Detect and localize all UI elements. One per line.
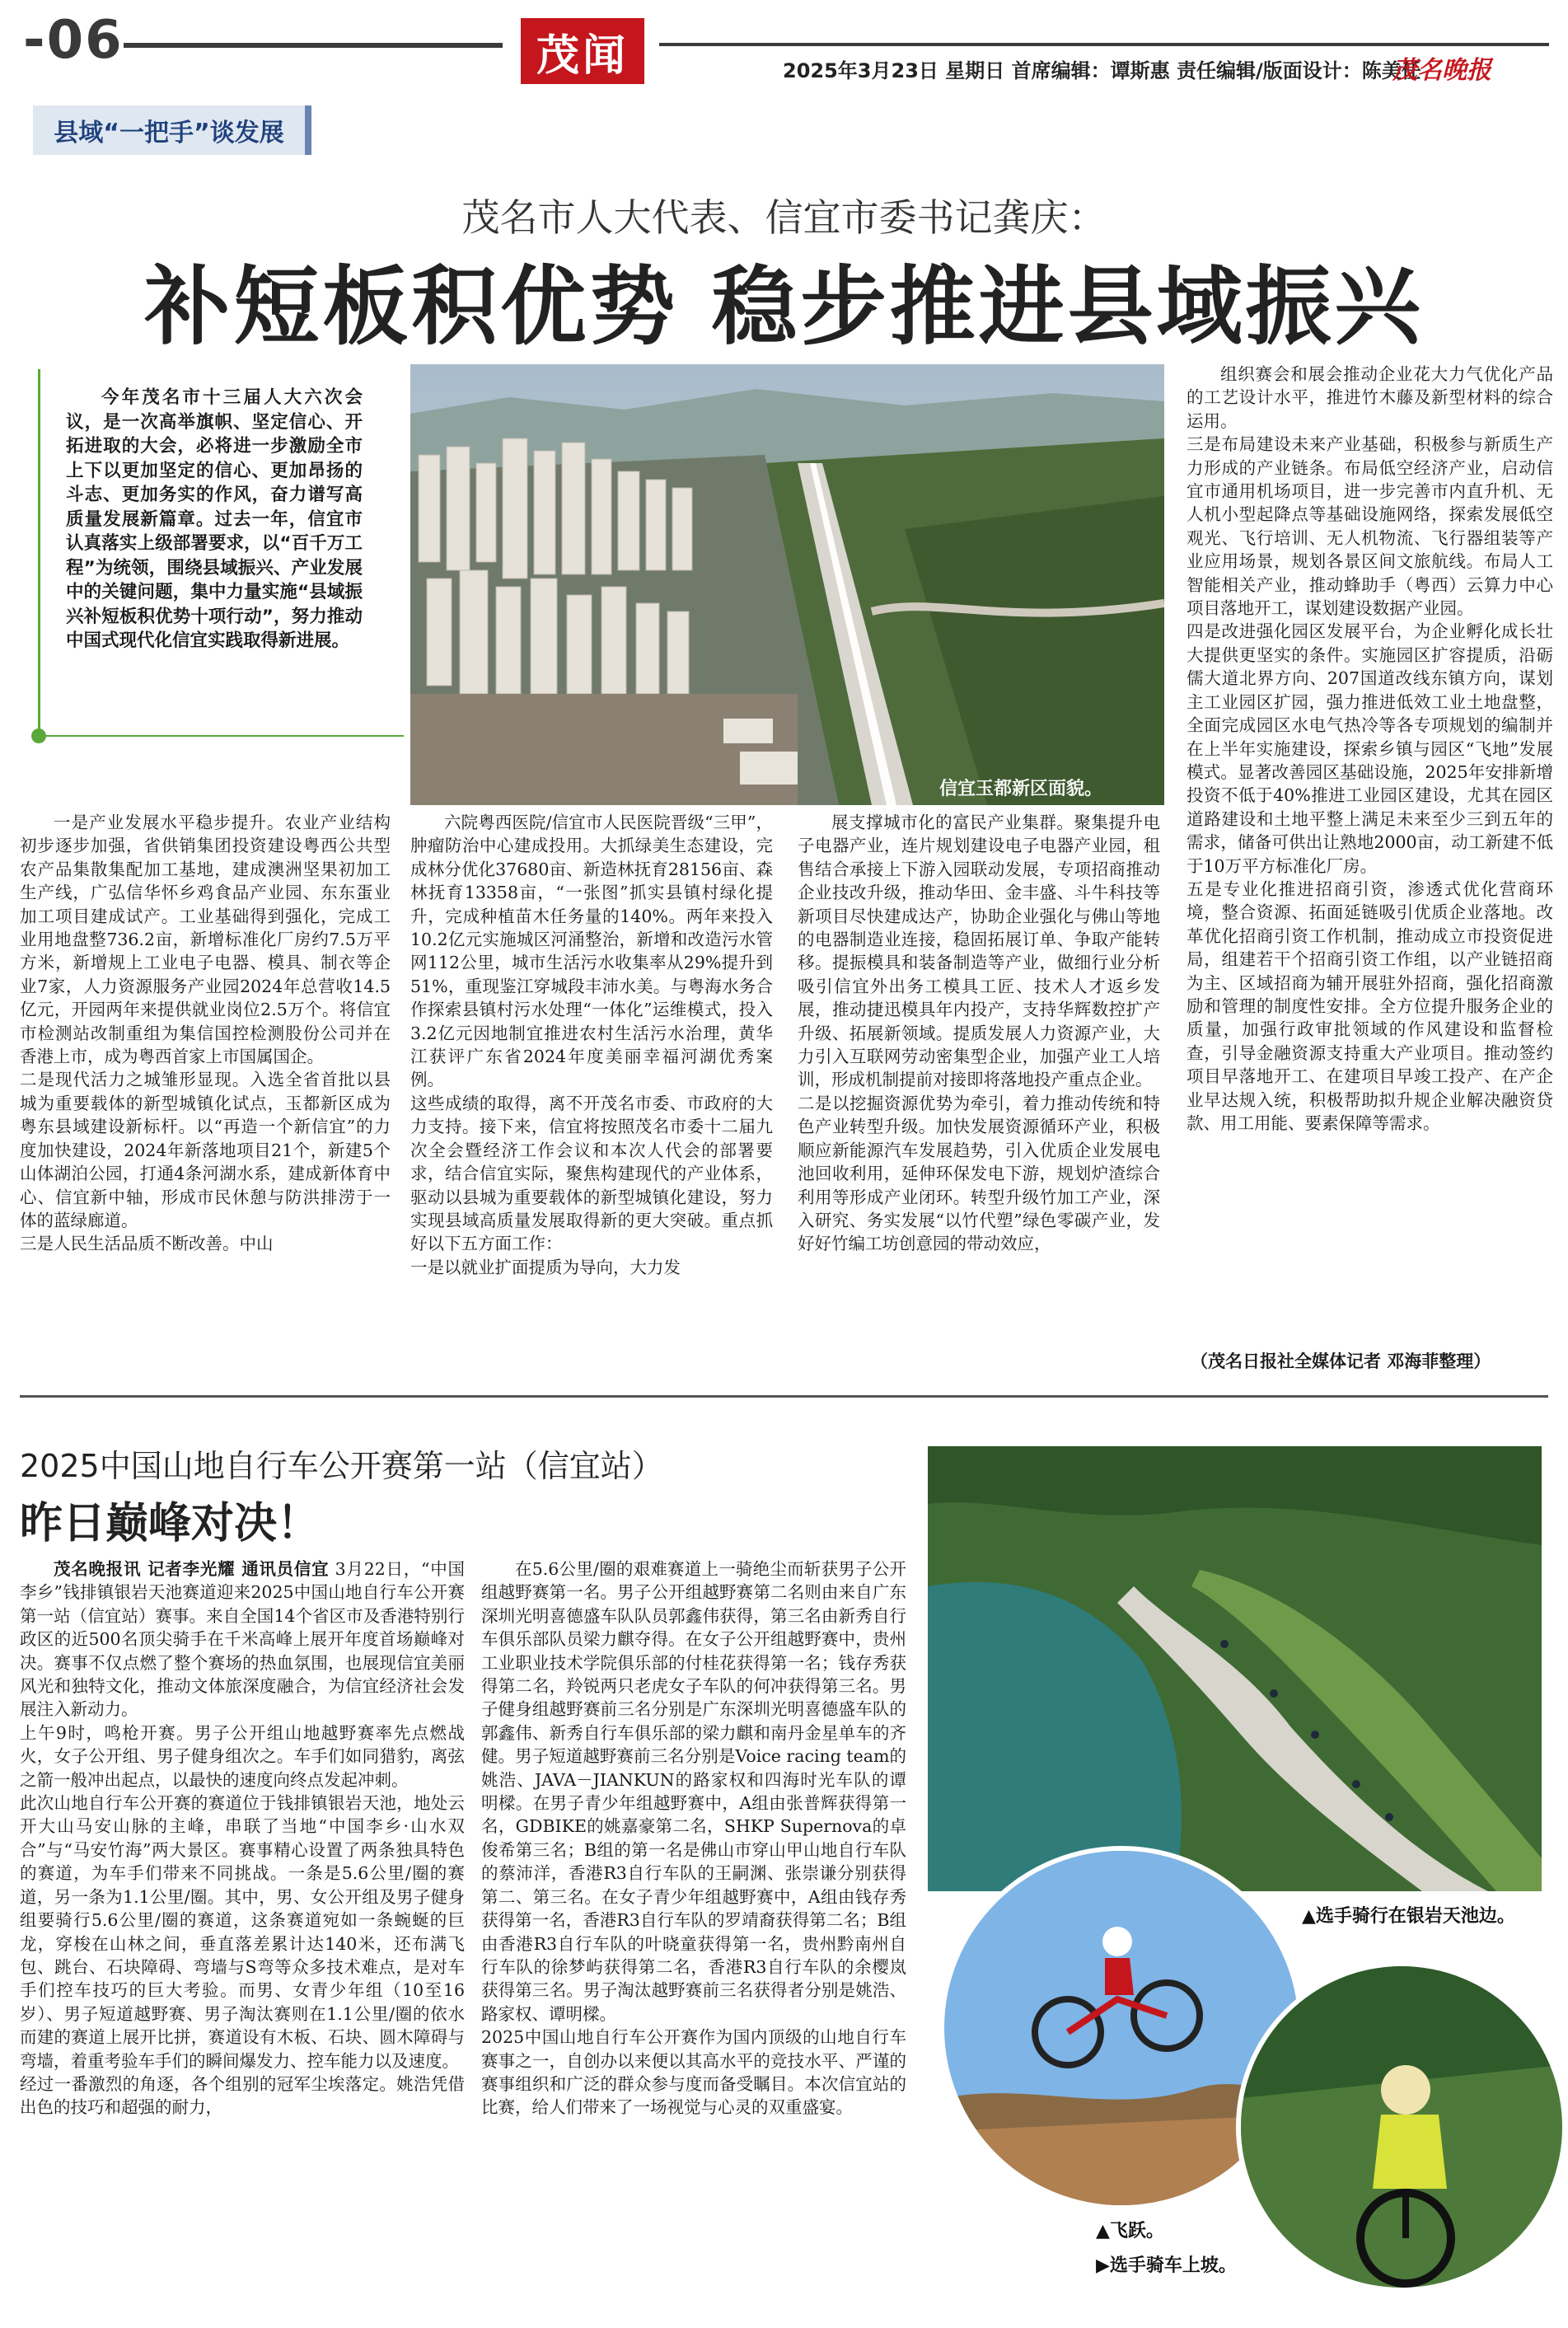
- header-rule-left: [124, 43, 503, 48]
- photo1-caption: 信宜玉都新区面貌。: [939, 779, 1103, 799]
- article2-headline: 昨日巅峰对决！: [20, 1499, 321, 1548]
- lead-accent-line: [41, 735, 404, 737]
- city-aerial-illustration: [410, 364, 1164, 805]
- section-separator: [20, 1395, 1548, 1398]
- photo2-caption: ▲选手骑行在银岩天池边。: [1302, 1906, 1515, 1927]
- lead-accent-dot: [31, 728, 46, 743]
- article1-headline: 补短板积优势 稳步推进县域振兴: [144, 256, 1424, 357]
- photo3-caption: ▲飞跃。: [1096, 2221, 1164, 2241]
- article2-dateline: 茂名晚报讯 记者李光耀 通讯员信宜: [54, 1559, 330, 1579]
- lead-accent-bar: [38, 369, 40, 732]
- article1-byline: （茂名日报社全媒体记者 邓海菲整理）: [1191, 1351, 1491, 1371]
- riders-lake-photo: [928, 1446, 1542, 1891]
- climb-illustration: [1241, 1966, 1562, 2288]
- article2-column-2: 在5.6公里/圈的艰难赛道上一骑绝尘而斩获男子公开组越野赛第一名。男子公开组越野赛第二名则由来自广东深圳光明喜德盛车队队员郭鑫伟获得，第三名由新秀自行车俱乐部队员梁力麒夺得。在女子公开组越野赛中，贵州工业职业技术学院俱乐部的付桂花获得第一名；钱存秀获得第二名，羚锐两只老虎女子车队的何冲获得第三名。男子健身组越野赛前三名分别是广东深圳光明喜德盛车队的郭鑫伟、新秀自行车俱乐部的梁力麒和南丹金星单车的齐健。男子短道越野赛前三名分别是Voice racing team的姚浩、JAVA－JIANKUN的路家权和四海时光车队的谭明樑。在男子青少年组越野赛中，A组由张普辉获得第一名，GDBIKE的姚嘉豪第二名，SHKP Supernova的卓俊希第三名；B组的第一名是佛山市穿山甲山地自行车队的蔡沛洋，香港R3自行车队的王嗣渊、张崇谦分别获得第二、第三名。在女子青少年组越野赛中，A组由钱存秀获得第一名，香港R3自行车队的罗靖裔获得第二名；B组由香港R3自行车队的叶晓童获得第一名，贵州黔南州自行车队的徐梦屿获得第二名，香港R3自行车队的余樱岚获得第三名。男子淘汰越野赛前三名获得者分别是姚浩、路家权、谭明樑。 2025中国山地自行车公开赛作为国内顶级的山地自行车赛事之一，自创办以来便以其高水平的竞技水平、严谨的赛事组织和广泛的群众参与度而备受瞩目。本次信宜站的比赛，给人们带来了一场视觉与心灵的双重盛宴。: [481, 1559, 906, 2118]
- photo4-caption: ▶选手骑车上坡。: [1096, 2255, 1237, 2276]
- article1-lead: 今年茂名市十三届人大六次会议，是一次高举旗帜、坚定信心、开拓进取的大会，必将进一步激励全市上下以更加坚定的信心、更加昂扬的斗志、更加务实的作风，奋力谱写高质量发展新篇章。过去一年，信宜市认真落实上级部署要求，以“百千万工程”为统领，围绕县域振兴、产业发展中的关键问题，集中力量实施“县域振兴补短板积优势十项行动”，努力推动中国式现代化信宜实践取得新进展。: [66, 387, 363, 651]
- header-rule-right: [659, 43, 1549, 46]
- page-number: -06: [23, 10, 124, 71]
- column-tag: 县域“一把手”谈发展: [33, 105, 311, 155]
- article1-kicker: 茂名市人大代表、信宜市委书记龚庆：: [461, 195, 1107, 240]
- section-badge: 茂闻: [521, 18, 644, 84]
- riders-lake-illustration: [928, 1446, 1542, 1891]
- article2-column-1: [20, 1557, 465, 2120]
- header-meta: 2025年3月23日 星期日 首席编辑：谭斯惠 责任编辑/版面设计：陈美任: [783, 59, 1421, 82]
- article1-column-4: 组织赛会和展会推动企业花大力气优化产品的工艺设计水平，推进竹木藤及新型材料的综合运用。 三是布局建设未来产业基础，积极参与新质生产力形成的产业链条。布局低空经济产业，启动信宜市通用机场项目，进一步完善市内直升机、无人机小型起降点等基础设施网络，探索发展低空观光、飞行培训、无人机物流、飞行器组装等产业应用场景，规划各景区间文旅航线。布局人工智能相关产业，推动蜂助手（粤西）云算力中心项目落地开工，谋划建设数据产业园。 四是改进强化园区发展平台，为企业孵化成长壮大提供更坚实的条件。实施园区扩容提质，沿砺儒大道北界方向、207国道改线东镇方向，谋划主工业园区扩园，强力推进低效工业土地盘整，全面完成园区水电气热冷等各专项规划的编制并在上半年实施建设，探索乡镇与园区“飞地”发展模式。显著改善园区基础设施，2025年安排新增投资不低于40%推进工业园区建设，尤其在园区道路建设和土地平整上满足未来至少三到五年的需求，储备可供出让熟地2000亩，动工新建不低于10万平方标准化厂房。 五是专业化推进招商引资，渗透式优化营商环境，整合资源、拓面延链吸引优质企业落地。改革优化招商引资工作机制，推动成立市投资促进局，组建若干个招商引资工作组，以产业链招商为主、区域招商为辅开展驻外招商，强化招商激励和管理的制度性安排。全方位提升服务企业的质量，加强行政审批领域的作风建设和监督检查，引导金融资源支持重大产业项目。推动签约项目早落地开工、在建项目早竣工投产、在产企业早达规入统，积极帮助拟升规企业解决融资贷款、用工用能、要素保障等需求。: [1187, 364, 1553, 1133]
- article2-subhead: 2025中国山地自行车公开赛第一站（信宜站）: [20, 1448, 663, 1484]
- article2-column-1-text: 3月22日，“中国李乡”钱排镇银岩天池赛道迎来2025中国山地自行车公开赛第一站（信宜站）赛事。来自全国14个省区市及香港特别行政区的近500名顶尖骑手在千米高峰上展开年度首场巅峰对决。赛事不仅点燃了整个赛场的热血氛围，也展现信宜美丽风光和独特文化，推动文体旅深度融合，为信宜经济社会发展注入新动力。 上午9时，鸣枪开赛。男子公开组山地越野赛率先点燃战火，女子公开组、男子健身组次之。车手们如同猎豹，离弦之箭一般冲出起点，以最快的速度向终点发起冲刺。 此次山地自行车公开赛的赛道位于钱排镇银岩天池，地处云开大山马安山脉的主峰，串联了当地“中国李乡·山水双合”与“马安竹海”两大景区。赛事精心设置了两条独具特色的赛道，为车手们带来不同挑战。一条是5.6公里/圈的赛道，另一条为1.1公里/圈。其中，男、女公开组及男子健身组要骑行5.6公里/圈的赛道，这条赛道宛如一条蜿蜒的巨龙，穿梭在山林之间，垂直落差累计达140米，还布满飞包、跳台、石块障碍、弯墙与S弯等众多技术难点，是对车手们控车技巧的巨大考验。而男、女青少年组（10至16岁）、男子短道越野赛、男子淘汰赛则在1.1公里/圈的依水而建的赛道上展开比拼，赛道设有木板、石块、圆木障碍与弯墙，着重考验车手们的瞬间爆发力、控车能力以及速度。 经过一番激烈的角逐，各个组别的冠军尘埃落定。姚浩凭借出色的技巧和超强的耐力，: [20, 1559, 465, 2118]
- article1-column-1: 一是产业发展水平稳步提升。农业产业结构初步逐步加强，省供销集团投资建设粤西公共型农产品集散集配加工基地，建成澳洲坚果初加工生产线，广弘信华怀乡鸡食品产业园、东东蛋业加工项目建成试产。工业基础得到强化，完成工业用地盘整736.2亩，新增标准化厂房约7.5万平方米，新增规上工业电子电器、模具、制衣等企业7家，人力资源服务产业园2024年总营收14.5亿元，开园两年来提供就业岗位2.5万个。将信宜市检测站改制重组为集信国控检测股份公司并在香港上市，成为粤西首家上市国属国企。 二是现代活力之城雏形显现。入选全省首批以县城为重要载体的新型城镇化试点，玉都新区成为粤东县域建设新标杆。以“再造一个新信宜”的力度加快建设，2024年新落地项目21个，新建5个山体湖泊公园，打通4条河湖水系，建成新体育中心、信宜新中轴，形成市民休憩与防洪排涝于一体的蓝绿廊道。 三是人民生活品质不断改善。中山: [20, 813, 391, 1254]
- climb-photo: [1236, 1961, 1567, 2293]
- article1-column-2: 六院粤西医院/信宜市人民医院晋级“三甲”，肿瘤防治中心建成投用。大抓绿美生态建设，完成林分优化37680亩、新造林抚育28156亩、森林抚育13358亩，“一张图”抓实县镇村绿化提升，完成种植苗木任务量的140%。两年来投入10.2亿元实施城区河涌整治，新增和改造污水管网112公里，城市生活污水收集率从29%提升到51%，重现鉴江穿城段丰沛水美。与粤海水务合作探索县镇村污水处理“一体化”运维模式，投入3.2亿元因地制宜推进农村生活污水治理，黄华江获评广东省2024年度美丽幸福河湖优秀案例。 这些成绩的取得，离不开茂名市委、市政府的大力支持。接下来，信宜将按照茂名市委十二届九次全会暨经济工作会议和本次人代会的部署要求，结合信宜实际，聚焦构建现代的产业体系，驱动以县城为重要载体的新型城镇化建设，努力实现县域高质量发展取得新的更大突破。重点抓好以下五方面工作： 一是以就业扩面提质为导向，大力发: [410, 813, 773, 1277]
- newspaper-logo: 茂名晚报: [1392, 56, 1491, 85]
- city-aerial-photo: [410, 364, 1164, 805]
- article1-column-3: 展支撑城市化的富民产业集群。聚集提升电子电器产业，连片规划建设电子电器产业园，租售结合承接上下游入园联动发展，专项招商推动企业技改升级，推动华田、金丰盛、斗牛科技等新项目尽快建成达产，协助企业强化与佛山等地的电器制造业连接，稳固拓展订单、争取产能转移。提振模具和装备制造等产业，做细行业分析吸引信宜外出务工模具工匠、技术人才返乡发展，推动捷迅模具年内投产，支持华辉数控扩产升级、拓展新领域。提质发展人力资源产业，大力引入互联网劳动密集型企业，加强产业工人培训，形成机制提前对接即将落地投产重点企业。 二是以挖掘资源优势为牵引，着力推动传统和特色产业转型升级。加快发展资源循环产业，积极顺应新能源汽车发展趋势，引入优质企业发展电池回收利用，延伸环保发电下游，规划炉渣综合利用等形成产业闭环。转型升级竹加工产业，深入研究、务实发展“以竹代塑”绿色零碳产业，发好好竹编工坊创意园的带动效应，: [798, 813, 1160, 1254]
